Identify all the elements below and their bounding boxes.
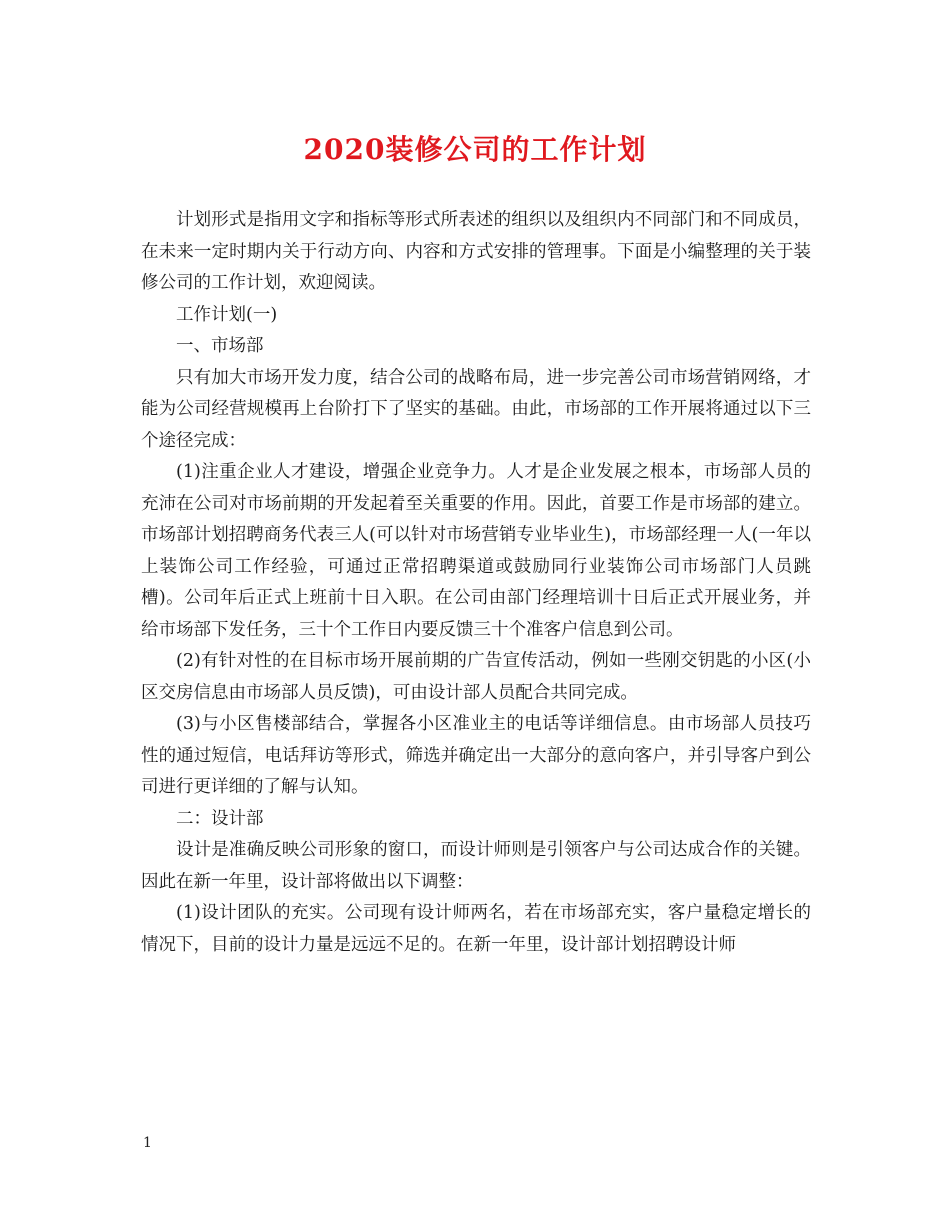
document-title: 2020装修公司的工作计划 [303, 133, 647, 166]
section-heading: 一、市场部 [176, 336, 264, 356]
body-paragraph: (1)注重企业人才建设，增强企业竞争力。人才是企业发展之根本，市场部人员的充沛在公司对市场前期的开发起着至关重要的作用。因此，首要工作是市场部的建立。市场部计划招聘商务代表三人(可以针对市场营销专业毕业生)，市场部经理一人(一年以上装饰公司工作经验，可通过正常招聘渠道或鼓励同行业装饰公司市场部门人员跳槽)。公司年后正式上班前十日入职。在公司由部门经理培训十日后正式开展业务，并给市场部下发任务，三十个工作日内要反馈三十个准客户信息到公司。 [141, 462, 811, 640]
body-paragraph: (2)有针对性的在目标市场开展前期的广告宣传活动，例如一些刚交钥匙的小区(小区交房信息由市场部人员反馈)，可由设计部人员配合共同完成。 [141, 651, 811, 703]
section-heading: 工作计划(一) [176, 304, 278, 325]
section-heading: 二：设计部 [176, 808, 264, 829]
page-number: 1 [143, 1135, 152, 1151]
body-paragraph: 设计是准确反映公司形象的窗口，而设计师则是引领客户与公司达成合作的关键。因此在新一年里，设计部将做出以下调整： [141, 840, 811, 892]
body-paragraph: 只有加大市场开发力度，结合公司的战略布局，进一步完善公司市场营销网络，才能为公司经营规模再上台阶打下了坚实的基础。由此，市场部的工作开展将通过以下三个途径完成： [141, 367, 811, 451]
body-paragraph: 计划形式是指用文字和指标等形式所表述的组织以及组织内不同部门和不同成员，在未来一定时期内关于行动方向、内容和方式安排的管理事。下面是小编整理的关于装修公司的工作计划，欢迎阅读。 [141, 210, 811, 293]
document-body [141, 205, 811, 961]
body-paragraph: (3)与小区售楼部结合，掌握各小区准业主的电话等详细信息。由市场部人员技巧性的通过短信，电话拜访等形式，筛选并确定出一大部分的意向客户，并引导客户到公司进行更详细的了解与认知。 [141, 714, 811, 797]
body-paragraph: (1)设计团队的充实。公司现有设计师两名，若在市场部充实，客户量稳定增长的情况下，目前的设计力量是远远不足的。在新一年里，设计部计划招聘设计师 [141, 903, 811, 955]
